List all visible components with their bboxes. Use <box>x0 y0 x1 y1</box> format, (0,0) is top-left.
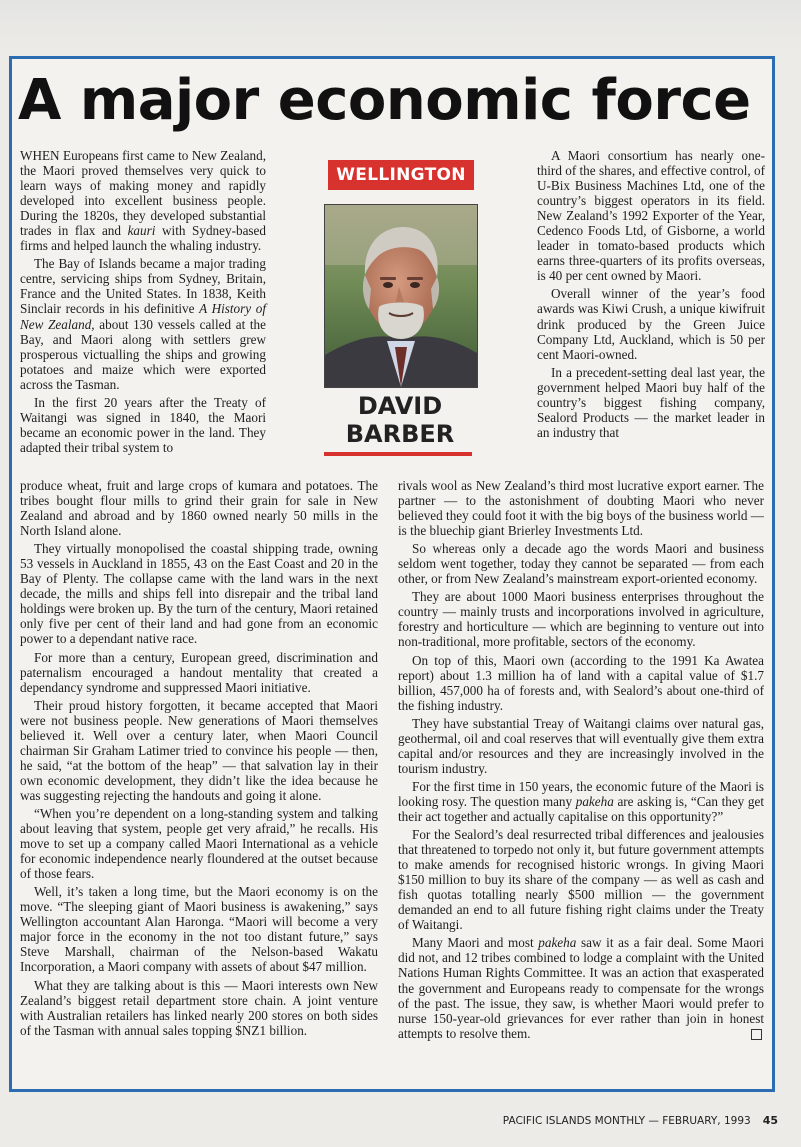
location-badge: WELLINGTON <box>328 160 474 190</box>
paragraph: For more than a century, European greed, discrimination and paternalism encouraged a handout mentality that created a dependancy syndrome and suppressed Maori initiative. <box>20 649 378 695</box>
page-number: 45 <box>762 1114 778 1127</box>
paragraph: What they are talking about is this — Maori interests own New Zealand’s biggest retail department store chain. A joint venture with Australian retailers has linked nearly 200 stores on both sides of the Tasman with annual sales topping $NZ1 billion. <box>20 977 378 1038</box>
article-headline: A major economic force <box>18 68 751 133</box>
column-upper-right <box>537 148 765 443</box>
paragraph: In a precedent-setting deal last year, the government helped Maori buy half of the country’s biggest fishing company, Sealord Products — the market leader in an industry that <box>537 364 765 440</box>
paragraph: They have substantial Treay of Waitangi claims over natural gas, geothermal, oil and coal reserves that will eventually give them extra capital and/or resources and they are increasingly involved in the tourism industry. <box>398 715 764 776</box>
paragraph: For the Sealord’s deal resurrected tribal differences and jealousies that threatened to torpedo not only it, but future government attempts to make amends for recognised historic wrongs. In giving Maori $150 million to buy its share of the company — as well as cash and fish quotas totalling nearly $500 million — the government demanded an end to all future fishing right claims under the Treaty of Waitangi. <box>398 827 764 933</box>
column-lower-right <box>398 478 764 1044</box>
end-of-article-box-icon <box>751 1029 762 1040</box>
paragraph: For the first time in 150 years, the economic future of the Maori is looking rosy. The question many pakeha are asking is, “Can they get their act together and actually capitalise on this opportunity?” <box>398 778 764 824</box>
paragraph: In the first 20 years after the Treaty of Waitangi was signed in 1840, the Maori became an economic power in the land. They adapted their tribal system to <box>20 394 266 455</box>
paragraph: produce wheat, fruit and large crops of kumara and potatoes. The tribes bought flour mills to grind their grain for sale in New Zealand and abroad and by 1860 owned nearly 50 mills in the North Island alone. <box>20 478 378 539</box>
top-page-strip <box>0 0 801 52</box>
photo-caption <box>324 392 476 448</box>
paragraph: Many Maori and most pakeha saw it as a fair deal. Some Maori did not, and 12 tribes combined to lodge a complaint with the United Nations Human Rights Committee. It was an action that exasperated the government and Europeans ready to compensate for the wrongs of the past. The issue, they saw, is whether Maori would prefer to nurse 150-year-old grievances for ever rather than join in honest attempts to resolve them. <box>398 935 765 1041</box>
paragraph: Overall winner of the year’s food awards was Kiwi Crush, a unique kiwifruit drink produced by the Green Juice Company Ltd, Auckland, which is 50 per cent Maori-owned. <box>537 286 765 362</box>
paragraph: On top of this, Maori own (according to the 1991 Ka Awatea report) about 1.3 million ha of land with a capital value of $1.7 billion, 457,000 ha of forests and, with Sealord’s about one-third of the fishing industry. <box>398 652 764 713</box>
column-lower-left <box>20 478 378 1041</box>
caption-first-name: DAVID <box>357 392 443 420</box>
paragraph: WHEN Europeans first came to New Zealand, the Maori proved themselves very quick to learn ways of making money and rapidly developed into excellent business people. During the 1820s, they developed substantial trades in flax and kauri with Sydney-based firms and helped launch the whaling industry. <box>20 148 266 254</box>
caption-underline <box>324 452 472 456</box>
paragraph: Well, it’s taken a long time, but the Maori economy is on the move. “The sleeping giant of Maori business is awakening,” says Wellington accountant Alan Haronga. “Maori will become a very major force in the economy in the not too distant future,” says Steve Marshall, chairman of the Nelson-based Wakatu Incorporation, a Maori company with assets of about $47 million. <box>20 884 378 975</box>
paragraph: The Bay of Islands became a major trading centre, servicing ships from Sydney, Britain, France and the United States. In 1838, Keith Sinclair records in his definitive A History of New Zealand, about 130 vessels called at the Bay, and Maori along with settlers grew prosperous victualling the ships and growing potatoes and maize which were exported across the Tasman. <box>20 256 267 392</box>
publication-line: PACIFIC ISLANDS MONTHLY — FEBRUARY, 1993 <box>502 1115 751 1127</box>
paragraph: rivals wool as New Zealand’s third most lucrative export earner. The partner — to the astonishment of doubting Maori who never believed they could foot it with the big boys of the business world — is the bluechip giant Brierley Investments Ltd. <box>398 478 764 539</box>
portrait-photo <box>324 204 478 388</box>
paragraph: “When you’re dependent on a long-standing system and talking about leaving that system, people get very afraid,” he recalls. His move to set up a company called Maori International as a vehicle for economic independence nearly floundered at the outset because of those fears. <box>20 805 378 882</box>
paragraph: Their proud history forgotten, it became accepted that Maori were not business people. New generations of Maori themselves believed it. Well over a century later, when Maori Council chairman Sir Graham Latimer tried to convince his people — then, he said, “at the bottom of the heap” — that salvation lay in their own economic development, they didn’t like the idea because he was suggesting rejecting the handouts and going it alone. <box>20 697 378 803</box>
page-footer <box>498 1114 778 1128</box>
paragraph: So whereas only a decade ago the words Maori and business seldom went together, today they cannot be separated — from each other, or from New Zealand’s mainstream export-oriented economy. <box>398 541 764 587</box>
portrait-illustration <box>325 205 477 387</box>
paragraph: A Maori consortium has nearly one-third of the shares, and effective control, of U-Bix Business Machines Ltd, one of the country’s biggest operators in its field. New Zealand’s 1992 Exporter of the Year, Cedenco Foods Ltd, of Gisborne, a world leader in tomato-based products which earns three-quarters of its profits overseas, is 40 per cent owned by Maori. <box>537 148 765 284</box>
paragraph: They are about 1000 Maori business enterprises throughout the country — mainly trusts and incorporations involved in agriculture, forestry and horticulture — which are beginning to venture out into non-traditional, more profitable, sectors of the economy. <box>398 589 764 650</box>
paragraph: They virtually monopolised the coastal shipping trade, owning 53 vessels in Auckland in 1855, 43 on the East Coast and 20 in the Bay of Plenty. The collapse came with the land wars in the next decade, the mills and ships fell into disrepair and the tribal land holdings were broken up. By the turn of the century, Maori retained only five per cent of their land and had gone from an economic power to a dependant native race. <box>20 541 378 647</box>
column-upper-left <box>20 148 266 458</box>
caption-last-name: BARBER <box>345 420 455 448</box>
